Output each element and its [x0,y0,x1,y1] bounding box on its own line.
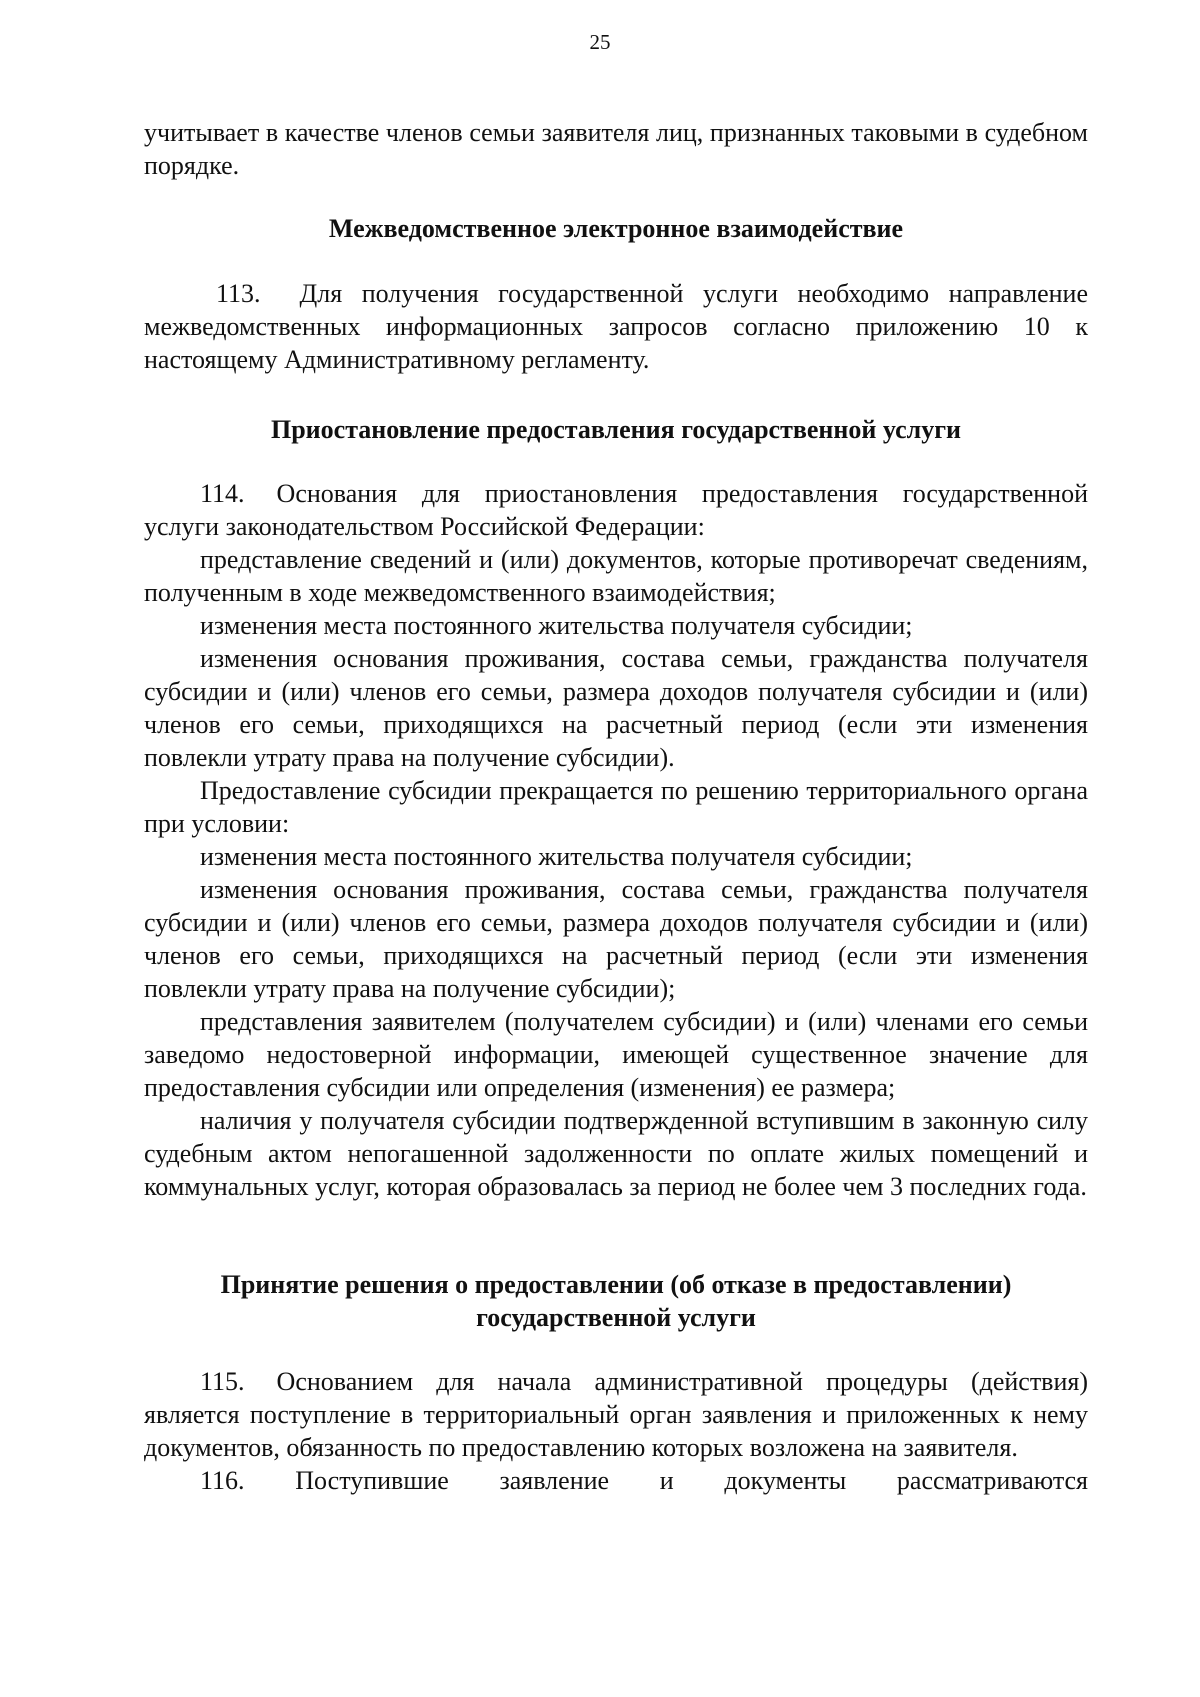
section-heading-interagency: Межведомственное электронное взаимодействие [328,214,904,243]
list-item: изменения места постоянного жительства получателя субсидии; [200,611,913,640]
page-number: 25 [589,30,611,54]
intro-paragraph: учитывает в качестве членов семьи заявителя лиц, признанных таковыми в судебном порядке. [144,118,1088,180]
section-heading-decision-line2: государственной услуги [476,1303,756,1332]
list-item: изменения места постоянного жительства получателя субсидии; [200,842,913,871]
paragraph-114 [144,477,1088,543]
paragraph-115-text: Основанием для начала административной процедуры (действия) является поступление в территориальный орган заявления и приложенных к нему документов, обязанность по предоставлению которых возложена на заявителя. [144,1367,1088,1462]
paragraph-113-text: Для получения государственной услуги необходимо направление межведомственных информационных запросов согласно приложению 10 к настоящему Административному регламенту. [144,279,1088,374]
list-item: изменения основания проживания, состава семьи, гражданства получателя субсидии и (или) членов его семьи, размера доходов получателя субсидии и (или) членов его семьи, приходящихся на расчетный период (если эти изменения повлекли утрату права на получение субсидии). [144,644,1088,772]
paragraph-116-number: 116. [200,1466,245,1495]
section-heading-suspension: Приостановление предоставления государственной услуги [270,415,961,444]
paragraph-115 [144,1365,1088,1464]
paragraph-114-number: 114. [200,479,245,508]
paragraph-113-number: 113. [216,279,261,308]
section-heading-decision [144,1268,1088,1334]
list-item: наличия у получателя субсидии подтвержденной вступившим в законную силу судебным актом непогашенной задолженности по оплате жилых помещений и коммунальных услуг, которая образовалась за период не более чем 3 последних года. [144,1106,1088,1201]
list-item: представления заявителем (получателем субсидии) и (или) членами его семьи заведомо недостоверной информации, имеющей существенное значение для предоставления субсидии или определения (изменения) ее размера; [144,1007,1088,1102]
paragraph-115-number: 115. [200,1367,245,1396]
paragraph-114-text: Основания для приостановления предоставления государственной услуги законодательством Российской Федерации: [144,479,1088,541]
list-item: Предоставление субсидии прекращается по решению территориального органа при условии: [144,776,1088,838]
document-body [144,116,1088,1497]
paragraph-113 [144,277,1088,376]
list-item: представление сведений и (или) документов, которые противоречат сведениям, полученным в ходе межведомственного взаимодействия; [144,545,1088,607]
paragraph-116-text: Поступившие заявление и документы рассматриваются [295,1466,1088,1495]
list-item: изменения основания проживания, состава семьи, гражданства получателя субсидии и (или) членов его семьи, размера доходов получателя субсидии и (или) членов его семьи, приходящихся на расчетный период (если эти изменения повлекли утрату права на получение субсидии); [144,875,1088,1003]
paragraph-116 [144,1464,1088,1497]
section-heading-decision-line1: Принятие решения о предоставлении (об отказе в предоставлении) [220,1270,1012,1299]
